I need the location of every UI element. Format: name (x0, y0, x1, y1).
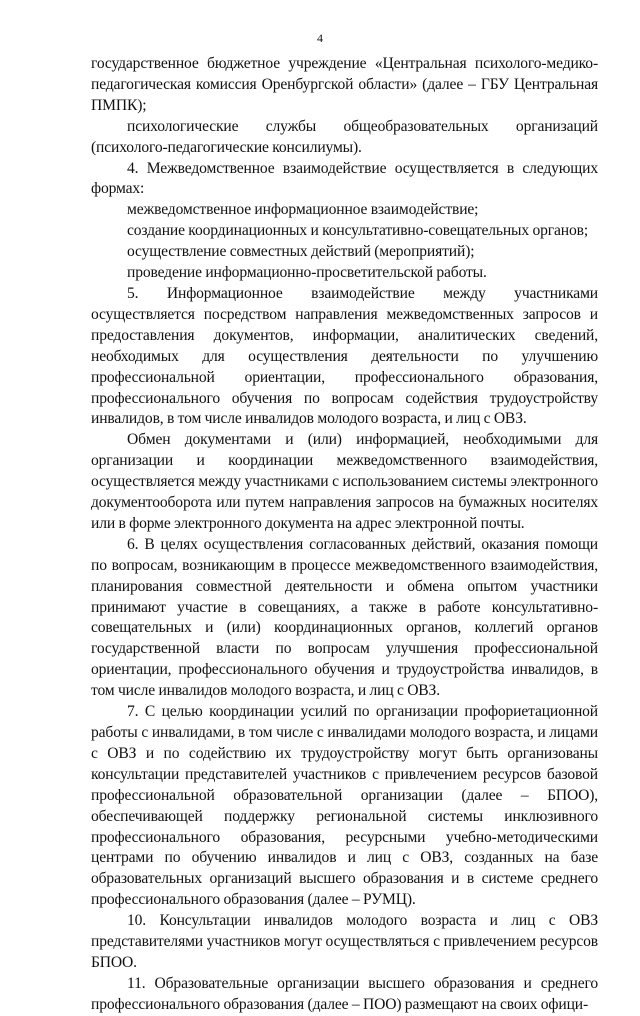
paragraph-10-bpoo-resources: 10. Консультации инвалидов молодого возраста и лиц с ОВЗ представителями участников могут осуществляться с привлечением ресурсов БПОО. (91, 912, 598, 971)
paragraph-document-exchange: Обмен документами и (или) информацией, необходимыми для организации и координации межведомственного взаимодействия, осуществляется между участниками с использованием системы электронного документооборота или путем направления запросов на бумажных носителях или в форме электронного документа на адрес электронной почты. (91, 431, 598, 532)
list-item-info-interaction: межведомственное информационное взаимодействие; (127, 201, 479, 219)
list-item-awareness-work: проведение информационно-просветительской работы. (127, 264, 487, 282)
paragraph-7-consultations: 7. С целью координации усилий по организации профориетационной работы с инвалидами, в том числе с инвалидами молодого возраста, и лицами с ОВЗ и по содействию их трудоустройству могут быть организованы консультации представителей участников с привлечением ресурсов базовой профессиональной образовательной организации (далее – БПОО), обеспечивающей поддержку региональной системы инклюзивного профессионального образования, ресурсными учебно-методическими центрами по обучению инвалидов и лиц с ОВЗ, созданных на базе образовательных организаций высшего образования и в системе среднего профессионального образования (далее – РУМЦ). (91, 703, 598, 909)
paragraph-5-info-exchange: 5. Информационное взаимодействие между участниками осуществляется посредством направления межведомственных запросов и предоставления документов, информации, аналитических сведений, необходимых для осуществления деятельности по улучшению профессиональной ориентации, профессионального образования, профессионального обучения по вопросам содействия трудоустройству инвалидов, в том числе инвалидов молодого возраста, и лиц с ОВЗ. (91, 284, 598, 428)
list-item-joint-actions: осуществление совместных действий (мероприятий); (127, 243, 475, 261)
paragraph-4-forms: 4. Межведомственное взаимодействие осуществляется в следующих формах: (91, 159, 598, 198)
page-number: 4 (317, 31, 323, 45)
paragraph-6-coordinated-actions: 6. В целях осуществления согласованных действий, оказания помощи по вопросам, возникающим в процессе межведомственного взаимодействия, планирования совместной деятельности и обмена опытом участники принимают участие в совещаниях, а также в работе консультативно-совещательных и (или) координационных органов, коллегий органов государственной власти по вопросам улучшения профессиональной ориентации, профессионального обучения и трудоустройства инвалидов, в том числе инвалидов молодого возраста, и лиц с ОВЗ. (91, 535, 598, 700)
paragraph-gbu-pmpk: государственное бюджетное учреждение «Центральная психолого-медико-педагогическая комиссия Оренбургской области» (далее – ГБУ Центральная ПМПК); (91, 55, 598, 114)
paragraph-psych-services: психологические службы общеобразовательных организаций (психолого-педагогические консилиумы). (91, 117, 598, 156)
document-body (91, 54, 598, 1016)
paragraph-11-educational-orgs: 11. Образовательные организации высшего образования и среднего профессионального образования (далее – ПОО) размещают на своих офици- (91, 974, 598, 1013)
list-item-coordination-bodies: создание координационных и консультативно-совещательных органов; (127, 222, 589, 240)
